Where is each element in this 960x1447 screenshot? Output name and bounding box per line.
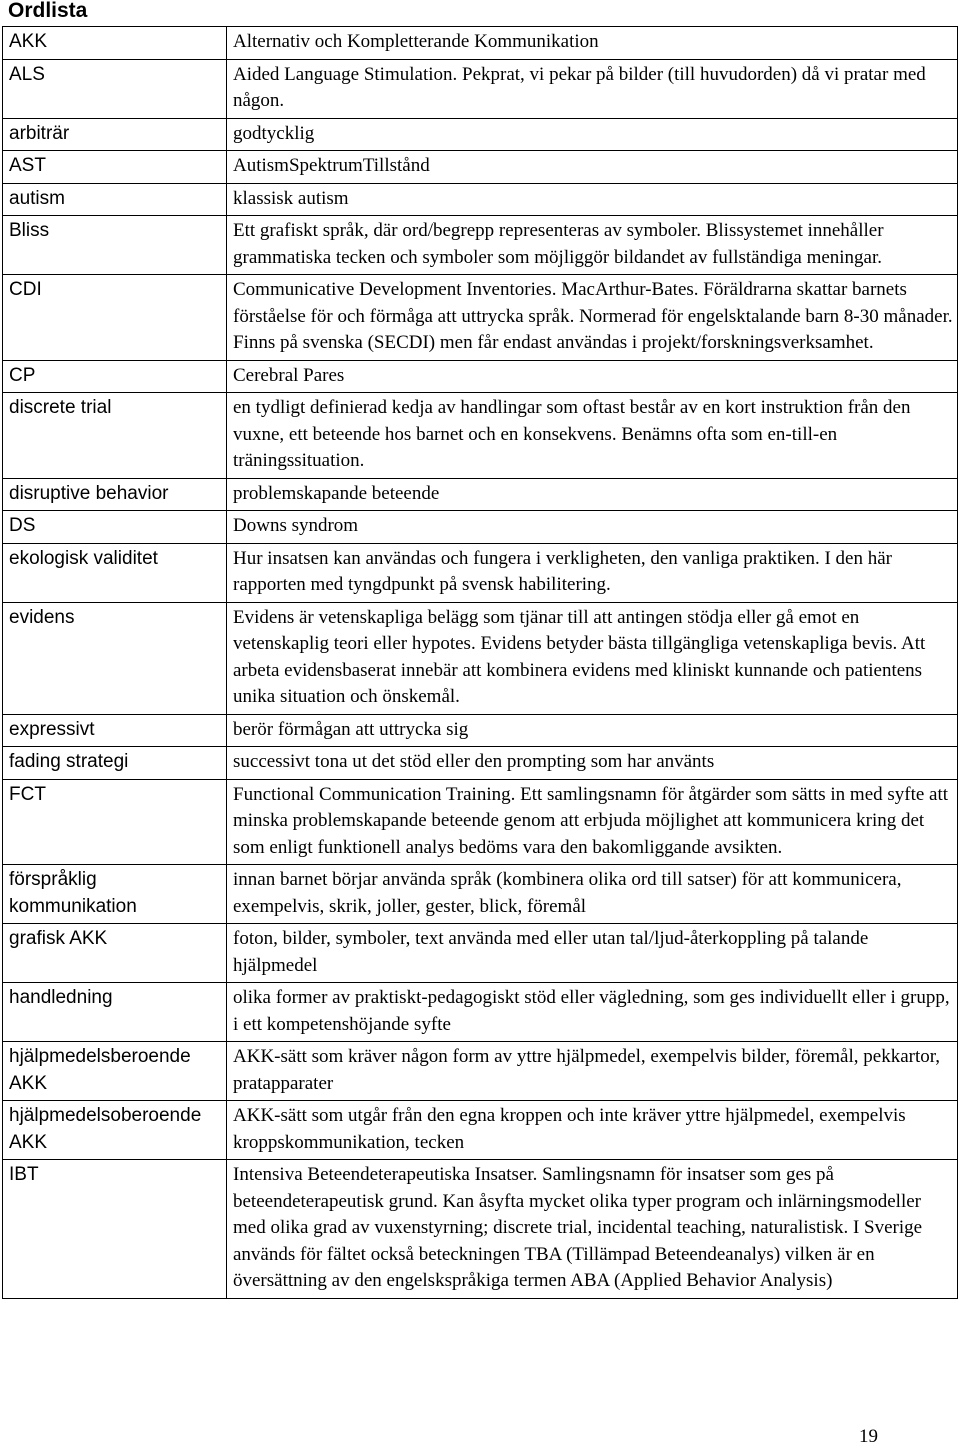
term-cell: AKK	[3, 27, 227, 60]
term-cell: discrete trial	[3, 393, 227, 479]
term-cell: IBT	[3, 1160, 227, 1299]
term-cell: fading strategi	[3, 747, 227, 780]
term-cell: ALS	[3, 59, 227, 118]
definition-cell: Evidens är vetenskapliga belägg som tjänar till att antingen stödja eller gå emot en vetenskaplig teori eller hypotes. Evidens betyder bästa tillgängliga vetenskapliga bevis. Att arbeta evidensbaserat innebär att kombinera evidens med kliniskt kunnande och patientens unika situation och önskemål.	[227, 602, 958, 714]
table-row	[3, 543, 958, 602]
table-row	[3, 983, 958, 1042]
table-row	[3, 216, 958, 275]
definition-cell: Cerebral Pares	[227, 360, 958, 393]
definition-cell: Aided Language Stimulation. Pekprat, vi pekar på bilder (till huvudorden) då vi pratar med någon.	[227, 59, 958, 118]
table-row	[3, 511, 958, 544]
term-cell: hjälpmedelsberoende AKK	[3, 1042, 227, 1101]
table-row	[3, 275, 958, 361]
definition-cell: innan barnet börjar använda språk (kombinera olika ord till satser) för att kommunicera, exempelvis, skrik, joller, gester, blick, föremål	[227, 865, 958, 924]
table-row	[3, 1101, 958, 1160]
definition-cell: Functional Communication Training. Ett samlingsnamn för åtgärder som sätts in med syfte att minska problemskapande beteende genom att erbjuda möjlighet att kommunicera kring det som enligt funktionell analys bedöms vara den bakomliggande avsikten.	[227, 779, 958, 865]
definition-cell: Ett grafiskt språk, där ord/begrepp representeras av symboler. Blissystemet innehåller grammatiska tecken och symboler som möjliggör bildandet av fullständiga meningar.	[227, 216, 958, 275]
table-row	[3, 1042, 958, 1101]
definition-cell: olika former av praktiskt-pedagogiskt stöd eller vägledning, som ges individuellt eller i grupp, i ett kompetenshöjande syfte	[227, 983, 958, 1042]
term-cell: AST	[3, 151, 227, 184]
table-row	[3, 393, 958, 479]
table-row	[3, 151, 958, 184]
table-row	[3, 59, 958, 118]
page-number: 19	[859, 1426, 878, 1447]
definition-cell: successivt tona ut det stöd eller den prompting som har använts	[227, 747, 958, 780]
table-row	[3, 360, 958, 393]
term-cell: arbiträr	[3, 118, 227, 151]
definition-cell: en tydligt definierad kedja av handlingar som oftast består av en kort instruktion från den vuxne, ett beteende hos barnet och en konsekvens. Benämns ofta som en-till-en träningssituation.	[227, 393, 958, 479]
page-title: Ordlista	[8, 0, 88, 22]
definition-cell: AKK-sätt som utgår från den egna kroppen och inte kräver yttre hjälpmedel, exempelvis kroppskommunikation, tecken	[227, 1101, 958, 1160]
term-cell: grafisk AKK	[3, 924, 227, 983]
definition-cell: klassisk autism	[227, 183, 958, 216]
term-cell: disruptive behavior	[3, 478, 227, 511]
term-cell: Bliss	[3, 216, 227, 275]
term-cell: CDI	[3, 275, 227, 361]
term-cell: CP	[3, 360, 227, 393]
term-cell: autism	[3, 183, 227, 216]
definition-cell: AutismSpektrumTillstånd	[227, 151, 958, 184]
definition-cell: berör förmågan att uttrycka sig	[227, 714, 958, 747]
table-row	[3, 714, 958, 747]
term-cell: expressivt	[3, 714, 227, 747]
definition-cell: foton, bilder, symboler, text använda med eller utan tal/ljud-återkoppling på talande hjälpmedel	[227, 924, 958, 983]
table-row	[3, 924, 958, 983]
term-cell: evidens	[3, 602, 227, 714]
definition-cell: problemskapande beteende	[227, 478, 958, 511]
definition-cell: Downs syndrom	[227, 511, 958, 544]
definition-cell: Intensiva Beteendeterapeutiska Insatser. Samlingsnamn för insatser som ges på beteendeterapeutisk grund. Kan åsyfta mycket olika typer program och inlärningsmodeller med olika grad av vuxenstyrning; discrete trial, incidental teaching, naturalistisk. I Sverige används för fältet också beteckningen TBA (Tillämpad Beteendeanalys) vilken är en översättning av den engelskspråkiga termen ABA (Applied Behavior Analysis)	[227, 1160, 958, 1299]
term-cell: förspråklig kommunikation	[3, 865, 227, 924]
table-row	[3, 478, 958, 511]
definition-cell: Hur insatsen kan användas och fungera i verkligheten, den vanliga praktiken. I den här rapporten med tyngdpunkt på svensk habilitering.	[227, 543, 958, 602]
term-cell: ekologisk validitet	[3, 543, 227, 602]
term-cell: hjälpmedelsoberoende AKK	[3, 1101, 227, 1160]
term-cell: handledning	[3, 983, 227, 1042]
table-row	[3, 779, 958, 865]
definition-cell: godtycklig	[227, 118, 958, 151]
term-cell: FCT	[3, 779, 227, 865]
table-row	[3, 1160, 958, 1299]
table-row	[3, 118, 958, 151]
glossary-table	[2, 26, 958, 1299]
table-row	[3, 865, 958, 924]
definition-cell: Communicative Development Inventories. MacArthur-Bates. Föräldrarna skattar barnets förståelse för och förmåga att uttrycka språk. Normerad för engelsktalande barn 8-30 månader. Finns på svenska (SECDI) men får endast användas i projekt/forskningsverksamhet.	[227, 275, 958, 361]
definition-cell: Alternativ och Kompletterande Kommunikation	[227, 27, 958, 60]
definition-cell: AKK-sätt som kräver någon form av yttre hjälpmedel, exempelvis bilder, föremål, pekkartor, pratapparater	[227, 1042, 958, 1101]
table-row	[3, 602, 958, 714]
table-row	[3, 27, 958, 60]
table-row	[3, 747, 958, 780]
term-cell: DS	[3, 511, 227, 544]
table-row	[3, 183, 958, 216]
